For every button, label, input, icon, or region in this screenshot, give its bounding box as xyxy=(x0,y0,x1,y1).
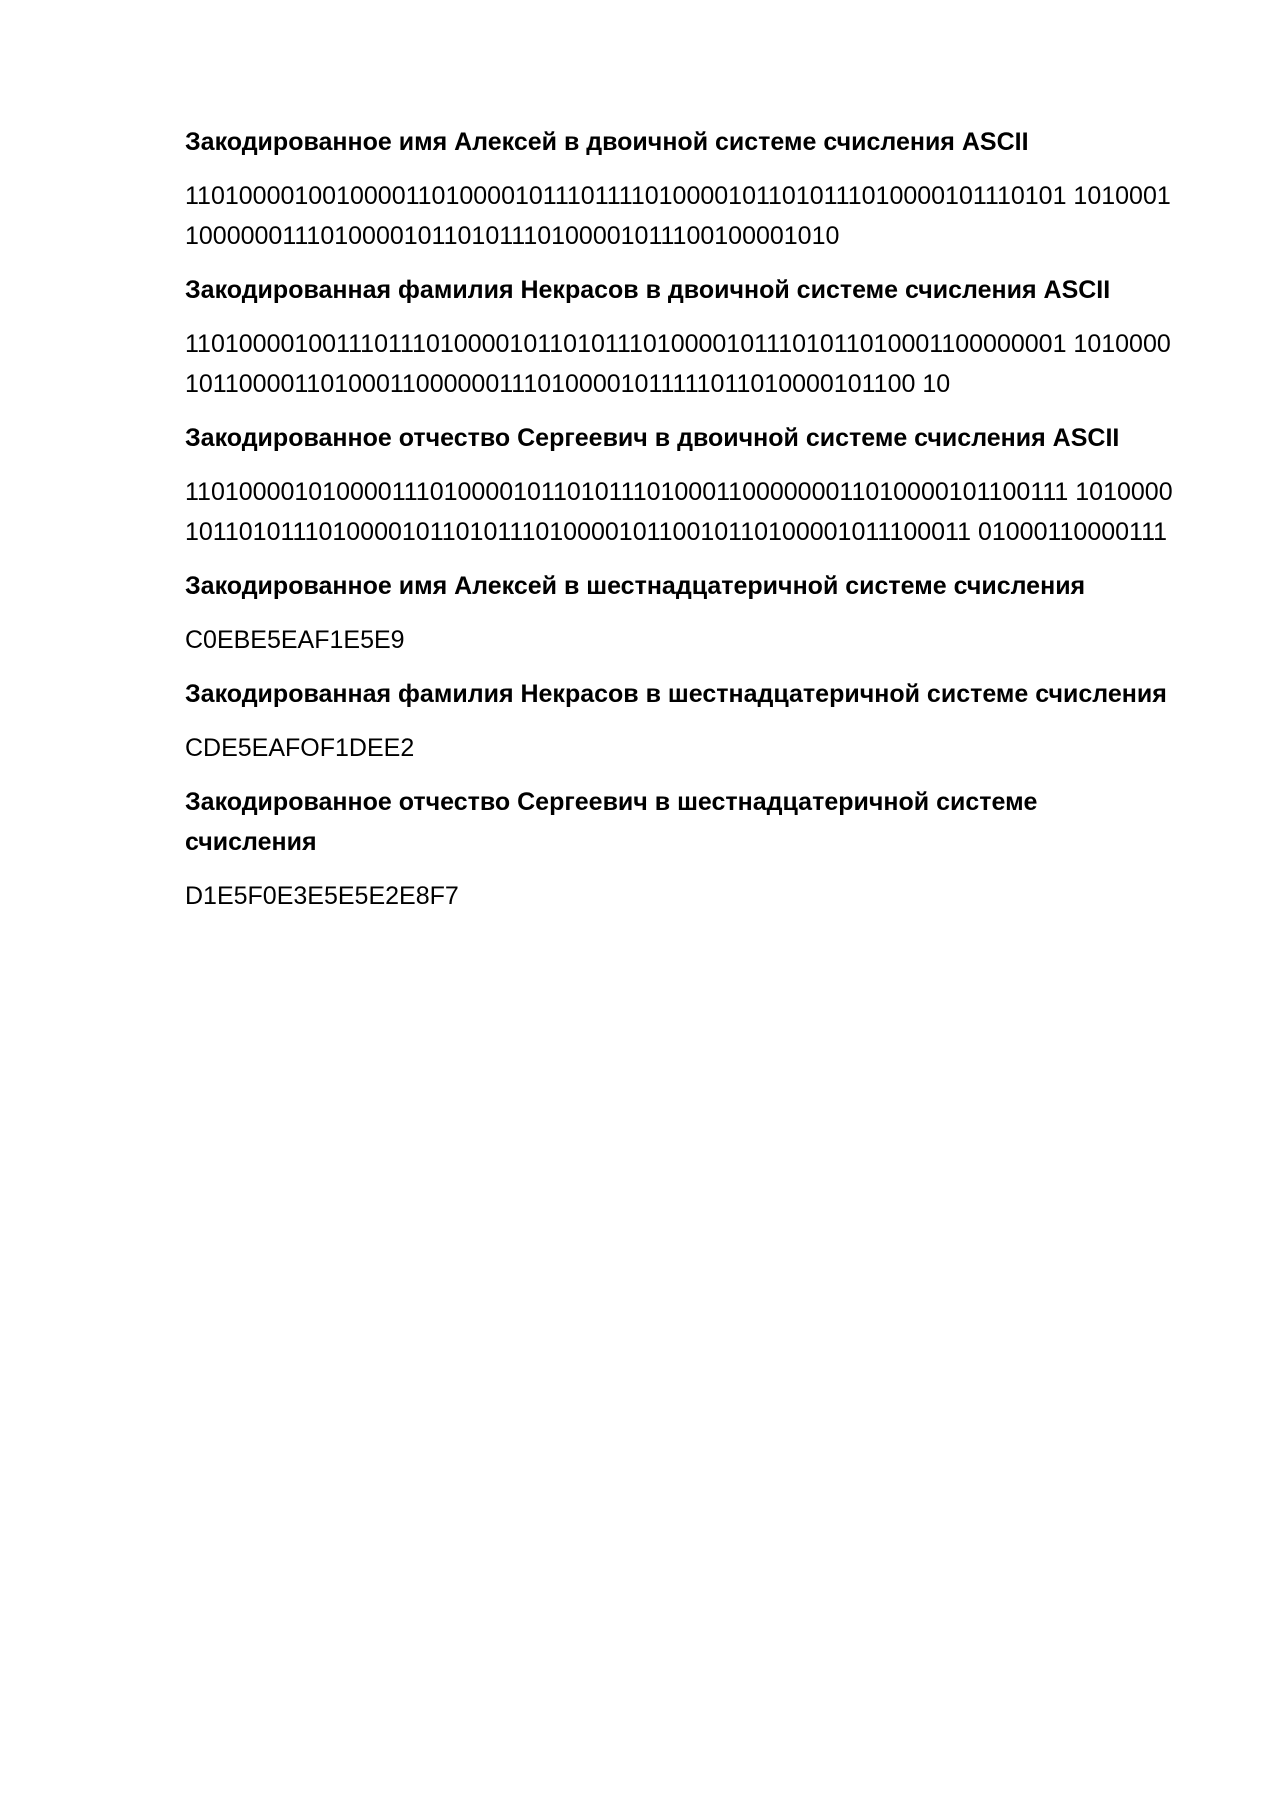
heading-surname-binary: Закодированная фамилия Некрасов в двоичной системе счисления ASCII xyxy=(185,276,1111,304)
value-name-binary: 11010000100100001101000010111011110100001011010111010000101110101 1010001100000011101000010110101110100001011100100001010 xyxy=(185,182,1171,250)
heading-patronymic-binary: Закодированное отчество Сергеевич в двоичной системе счисления ASCII xyxy=(185,424,1120,452)
heading-name-hex: Закодированное имя Алексей в шестнадцатеричной системе счисления xyxy=(185,572,1086,600)
document-page xyxy=(185,122,1175,930)
heading-surname-hex: Закодированная фамилия Некрасов в шестнадцатеричной системе счисления xyxy=(185,680,1167,708)
heading-patronymic-hex: Закодированное отчество Сергеевич в шестнадцатеричной системе счисления xyxy=(185,788,1038,856)
value-surname-binary: 11010000100111011101000010110101110100001011101011010001100000001 1010000101100001101000110000001110100001011111011010000101100 10 xyxy=(185,330,1171,398)
value-patronymic-hex: D1E5F0E3E5E5E2E8F7 xyxy=(185,882,459,910)
value-name-hex: C0EBE5EAF1E5E9 xyxy=(185,626,405,654)
heading-name-binary: Закодированное имя Алексей в двоичной системе счисления ASCII xyxy=(185,128,1029,156)
value-patronymic-binary: 11010000101000011101000010110101110100011000000011010000101100111 10100001011010111010000101101011101000010110010110100001011100011 01000110000111 xyxy=(185,478,1173,546)
value-surname-hex: CDE5EAFOF1DEE2 xyxy=(185,734,415,762)
